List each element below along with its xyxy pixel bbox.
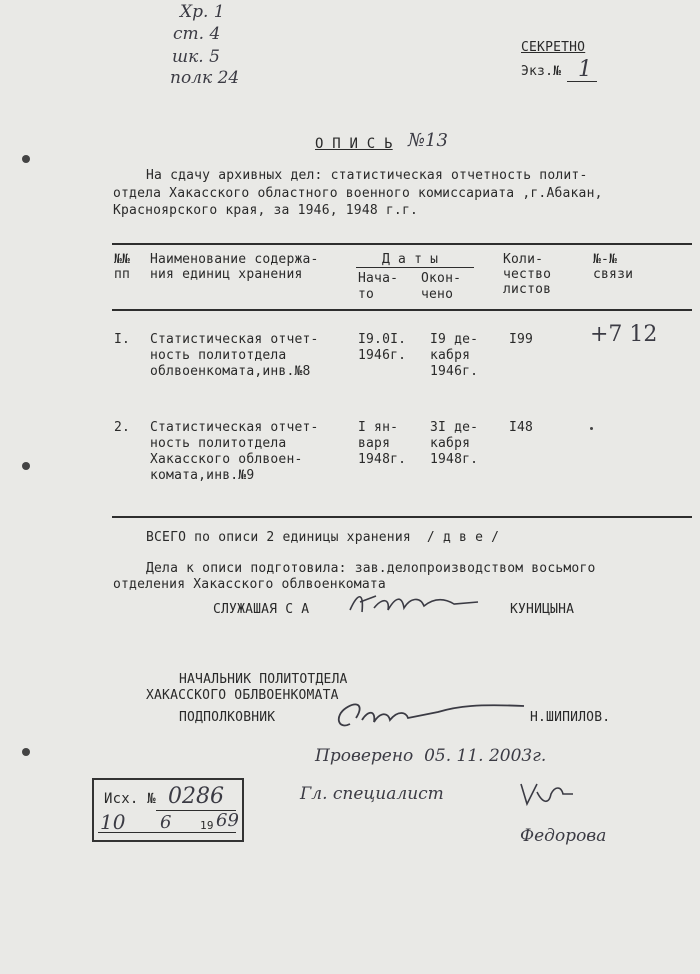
stamp-year-suffix: 69	[216, 810, 239, 831]
row-2-count: I48	[509, 420, 534, 435]
prepared-line-2: отделения Хакасского облвоенкомата	[113, 577, 386, 592]
row-2-start-2: варя	[358, 436, 391, 451]
prepared-line-1: Дела к описи подготовила: зав.делопроизводством восьмого	[146, 561, 596, 576]
specialist-note: Гл. специалист	[300, 784, 444, 804]
header-dates: Д а т ы	[382, 252, 439, 267]
header-start-2: то	[358, 287, 375, 302]
header-start-1: Нача-	[358, 271, 399, 286]
row-1-count: I99	[509, 332, 534, 347]
header-count-1: Коли-	[503, 252, 544, 267]
intro-line-2: отдела Хакасского областного военного комиссариата ,г.Абакан,	[113, 186, 603, 201]
copy-label: Экз.№	[521, 64, 562, 79]
employee-label: СЛУЖАШАЯ С А	[213, 602, 310, 617]
intro-line-1: На сдачу архивных дел: статистическая отчетность полит-	[146, 168, 588, 183]
row-1-start-2: 1946г.	[358, 348, 407, 363]
table-header-rule	[112, 309, 692, 311]
row-1-name-3: облвоенкомата,инв.№8	[150, 364, 311, 379]
row-2-start-1: I ян-	[358, 420, 399, 435]
checked-note: Проверено 05. 11. 2003г.	[315, 746, 547, 766]
classification-label: СЕКРЕТНО	[521, 40, 586, 55]
row-2-link-mark	[590, 427, 593, 430]
employee-name: КУНИЦЫНА	[510, 602, 575, 617]
header-end-1: Окон-	[421, 271, 462, 286]
intro-line-3: Красноярского края, за 1946, 1948 г.г.	[113, 203, 419, 218]
row-1-link: +7 12	[590, 322, 658, 347]
specialist-signature	[515, 778, 585, 812]
chief-signature	[328, 696, 528, 736]
row-1-end-1: I9 де-	[430, 332, 479, 347]
row-2-end-1: 3I де-	[430, 420, 479, 435]
stamp-label: Исх. №	[104, 791, 156, 807]
employee-signature	[344, 588, 484, 622]
row-1-name-2: ность политотдела	[150, 348, 287, 363]
header-name-2: ния единиц хранения	[150, 267, 303, 282]
chief-line-1: НАЧАЛЬНИК ПОЛИТОТДЕЛА	[179, 672, 348, 687]
row-2-start-3: 1948г.	[358, 452, 407, 467]
table-bottom-rule	[112, 516, 692, 518]
document-title: О П И С Ь	[315, 136, 393, 152]
specialist-name: Федорова	[520, 826, 607, 846]
row-2-name-4: комата,инв.№9	[150, 468, 255, 483]
document-number: №13	[408, 130, 448, 151]
chief-name: Н.ШИПИЛОВ.	[530, 710, 611, 725]
row-2-name-2: ность политотдела	[150, 436, 287, 451]
row-1-num: I.	[114, 332, 131, 347]
header-end-2: чено	[421, 287, 454, 302]
outgoing-stamp	[92, 778, 244, 842]
header-num-2: пп	[114, 267, 131, 282]
row-1-start-1: I9.0I.	[358, 332, 407, 347]
stamp-year-prefix: 19	[200, 819, 214, 832]
table-top-rule	[112, 243, 692, 245]
row-2-name-1: Статистическая отчет-	[150, 420, 319, 435]
stamp-day: 10	[100, 810, 126, 834]
header-num-1: №№	[114, 252, 131, 267]
stamp-number: 0286	[168, 784, 224, 809]
archive-mark-cabinet: шк. 5	[172, 47, 220, 67]
chief-rank: ПОДПОЛКОВНИК	[179, 710, 276, 725]
row-1-end-3: 1946г.	[430, 364, 479, 379]
row-1-name-1: Статистическая отчет-	[150, 332, 319, 347]
stamp-month: 6	[160, 812, 172, 833]
header-count-2: чество	[503, 267, 552, 282]
punch-hole-middle	[22, 462, 30, 470]
stamp-date-underline	[98, 832, 236, 833]
row-2-end-3: 1948г.	[430, 452, 479, 467]
header-links-2: связи	[593, 267, 634, 282]
punch-hole-top	[22, 155, 30, 163]
row-2-end-2: кабря	[430, 436, 471, 451]
row-1-end-2: кабря	[430, 348, 471, 363]
archive-mark-column: ст. 4	[173, 24, 221, 44]
archive-mark-shelf: полк 24	[170, 68, 240, 88]
header-name-1: Наименование содержа-	[150, 252, 319, 267]
copy-number: 1	[578, 57, 592, 82]
archive-mark-rack: Хр. 1	[180, 2, 225, 22]
header-links-1: №-№	[593, 252, 618, 267]
chief-line-2: ХАКАССКОГО ОБЛВОЕНКОМАТА	[146, 688, 339, 703]
copy-number-underline	[567, 81, 597, 82]
header-dates-rule	[356, 267, 474, 268]
row-2-num: 2.	[114, 420, 131, 435]
total-line: ВСЕГО по описи 2 единицы хранения / д в е /	[146, 530, 500, 545]
punch-hole-bottom	[22, 748, 30, 756]
header-count-3: листов	[503, 282, 552, 297]
row-2-name-3: Хакасского облвоен-	[150, 452, 303, 467]
